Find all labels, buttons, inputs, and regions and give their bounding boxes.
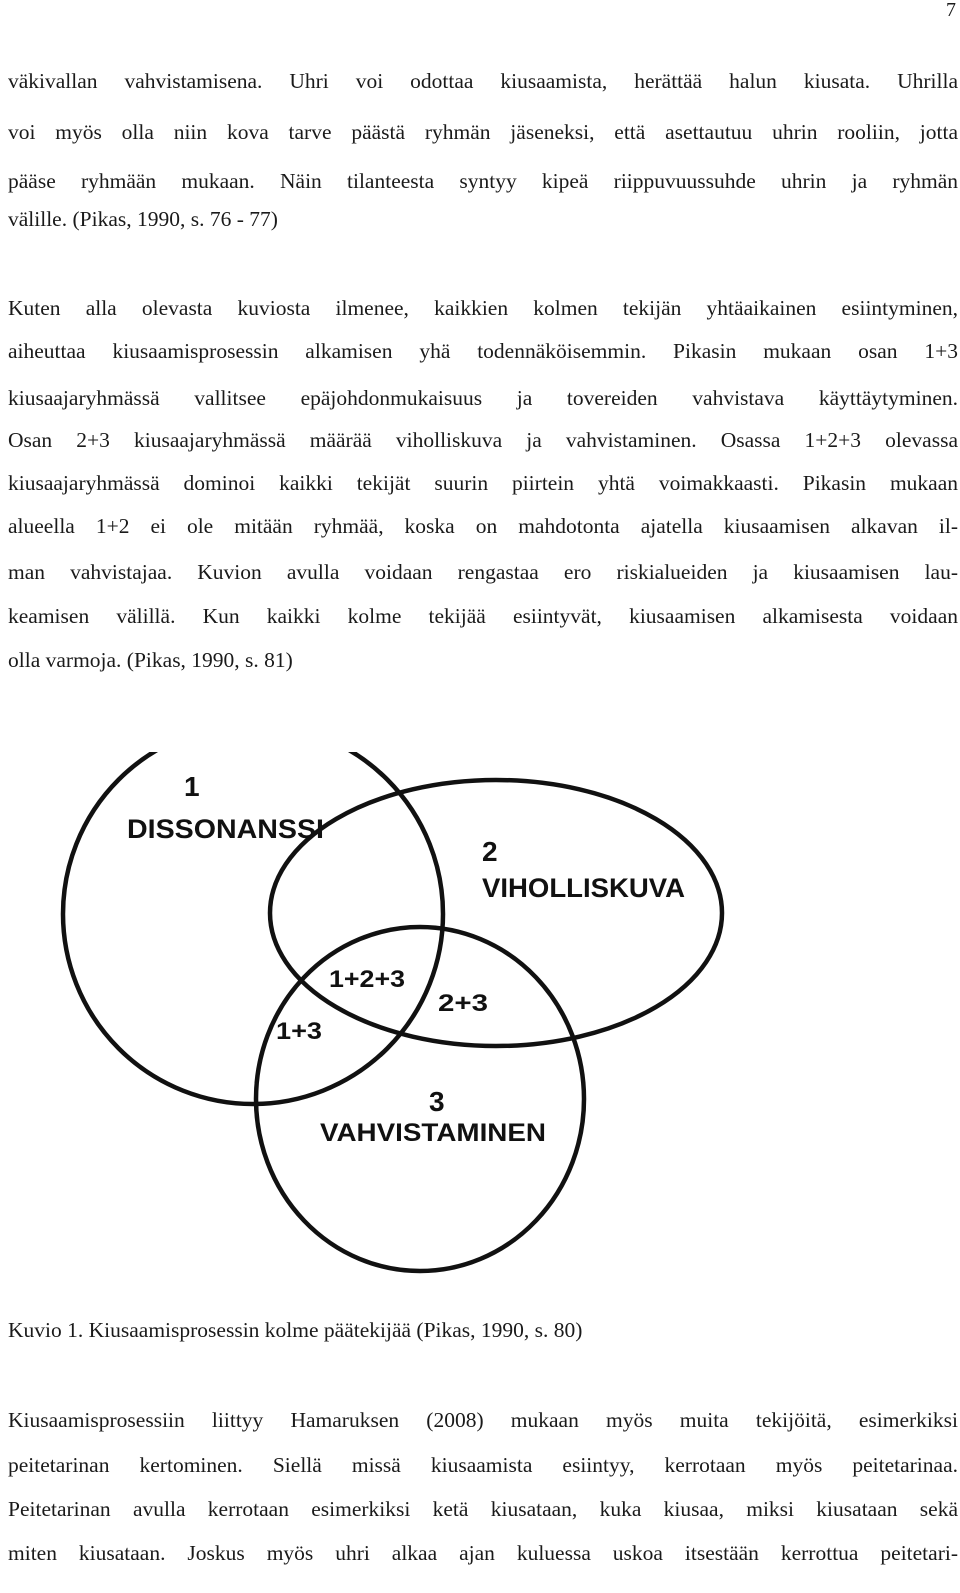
- paragraph3-line: Peitetarinan avulla kerrotaan esimerkiksi ketä kiusataan, kuka kiusaa, miksi kiusataan sekä: [8, 1497, 958, 1521]
- paragraph2-line: kiusaajaryhmässä vallitsee epäjohdonmukaisuus ja tovereiden vahvistava käyttäytyminen.: [8, 386, 958, 410]
- paragraph1-line: välille. (Pikas, 1990, s. 76 - 77): [8, 207, 278, 231]
- overlap-123: 1+2+3: [329, 966, 405, 993]
- overlap-23: 2+3: [438, 990, 488, 1017]
- paragraph1-line: pääse ryhmään mukaan. Näin tilanteesta syntyy kipeä riippuvuussuhde uhrin ja ryhmän: [8, 169, 958, 193]
- paragraph2-line: Kuten alla olevasta kuviosta ilmenee, kaikkien kolmen tekijän yhtäaikainen esiintyminen,: [8, 296, 958, 320]
- paragraph1-line: voi myös olla niin kova tarve päästä ryhmän jäseneksi, että asettautuu uhrin rooliin, jotta: [8, 120, 958, 144]
- paragraph3-line: miten kiusataan. Joskus myös uhri alkaa ajan kuluessa uskoa itsestään kerrottua peitetari-: [8, 1541, 958, 1565]
- paragraph3-line: peitetarinan kertominen. Siellä missä kiusaamista esiintyy, kerrotaan myös peitetarinaa.: [8, 1453, 958, 1477]
- circle2-label: VIHOLLISKUVA: [482, 873, 685, 903]
- paragraph2-line: keamisen välillä. Kun kaikki kolme tekijää esiintyvät, kiusaamisen alkamisesta voidaan: [8, 604, 958, 628]
- paragraph2-line: man vahvistajaa. Kuvion avulla voidaan rengastaa ero riskialueiden ja kiusaamisen lau-: [8, 560, 958, 584]
- paragraph2-line: olla varmoja. (Pikas, 1990, s. 81): [8, 648, 293, 672]
- paragraph1-line: väkivallan vahvistamisena. Uhri voi odottaa kiusaamista, herättää halun kiusata. Uhrilla: [8, 69, 958, 93]
- figure-caption: Kuvio 1. Kiusaamisprosessin kolme päätekijää (Pikas, 1990, s. 80): [8, 1318, 583, 1342]
- circle3-number: 3: [429, 1086, 445, 1117]
- paragraph3-line: Kiusaamisprosessiin liittyy Hamaruksen (2008) mukaan myös muita tekijöitä, esimerkiksi: [8, 1408, 958, 1432]
- paragraph2-line: Osan 2+3 kiusaajaryhmässä määrää viholliskuva ja vahvistaminen. Osassa 1+2+3 olevassa: [8, 428, 958, 452]
- circle-1: [63, 752, 443, 1104]
- paragraph2-line: alueella 1+2 ei ole mitään ryhmää, koska on mahdotonta ajatella kiusaamisen alkavan il-: [8, 514, 958, 538]
- circle3-label: VAHVISTAMINEN: [320, 1119, 546, 1147]
- page-number: 7: [946, 0, 956, 21]
- paragraph2-line: kiusaajaryhmässä dominoi kaikki tekijät suurin piirtein yhtä voimakkaasti. Pikasin mukaan: [8, 471, 958, 495]
- circle1-label: DISSONANSSI: [127, 814, 324, 844]
- paragraph2-line: aiheuttaa kiusaamisprosessin alkamisen yhä todennäköisemmin. Pikasin mukaan osan 1+3: [8, 339, 958, 363]
- circle-2: [270, 780, 722, 1046]
- circle1-number: 1: [184, 771, 200, 802]
- venn-diagram: [0, 752, 960, 1282]
- overlap-13: 1+3: [276, 1018, 322, 1045]
- circle2-number: 2: [482, 836, 498, 867]
